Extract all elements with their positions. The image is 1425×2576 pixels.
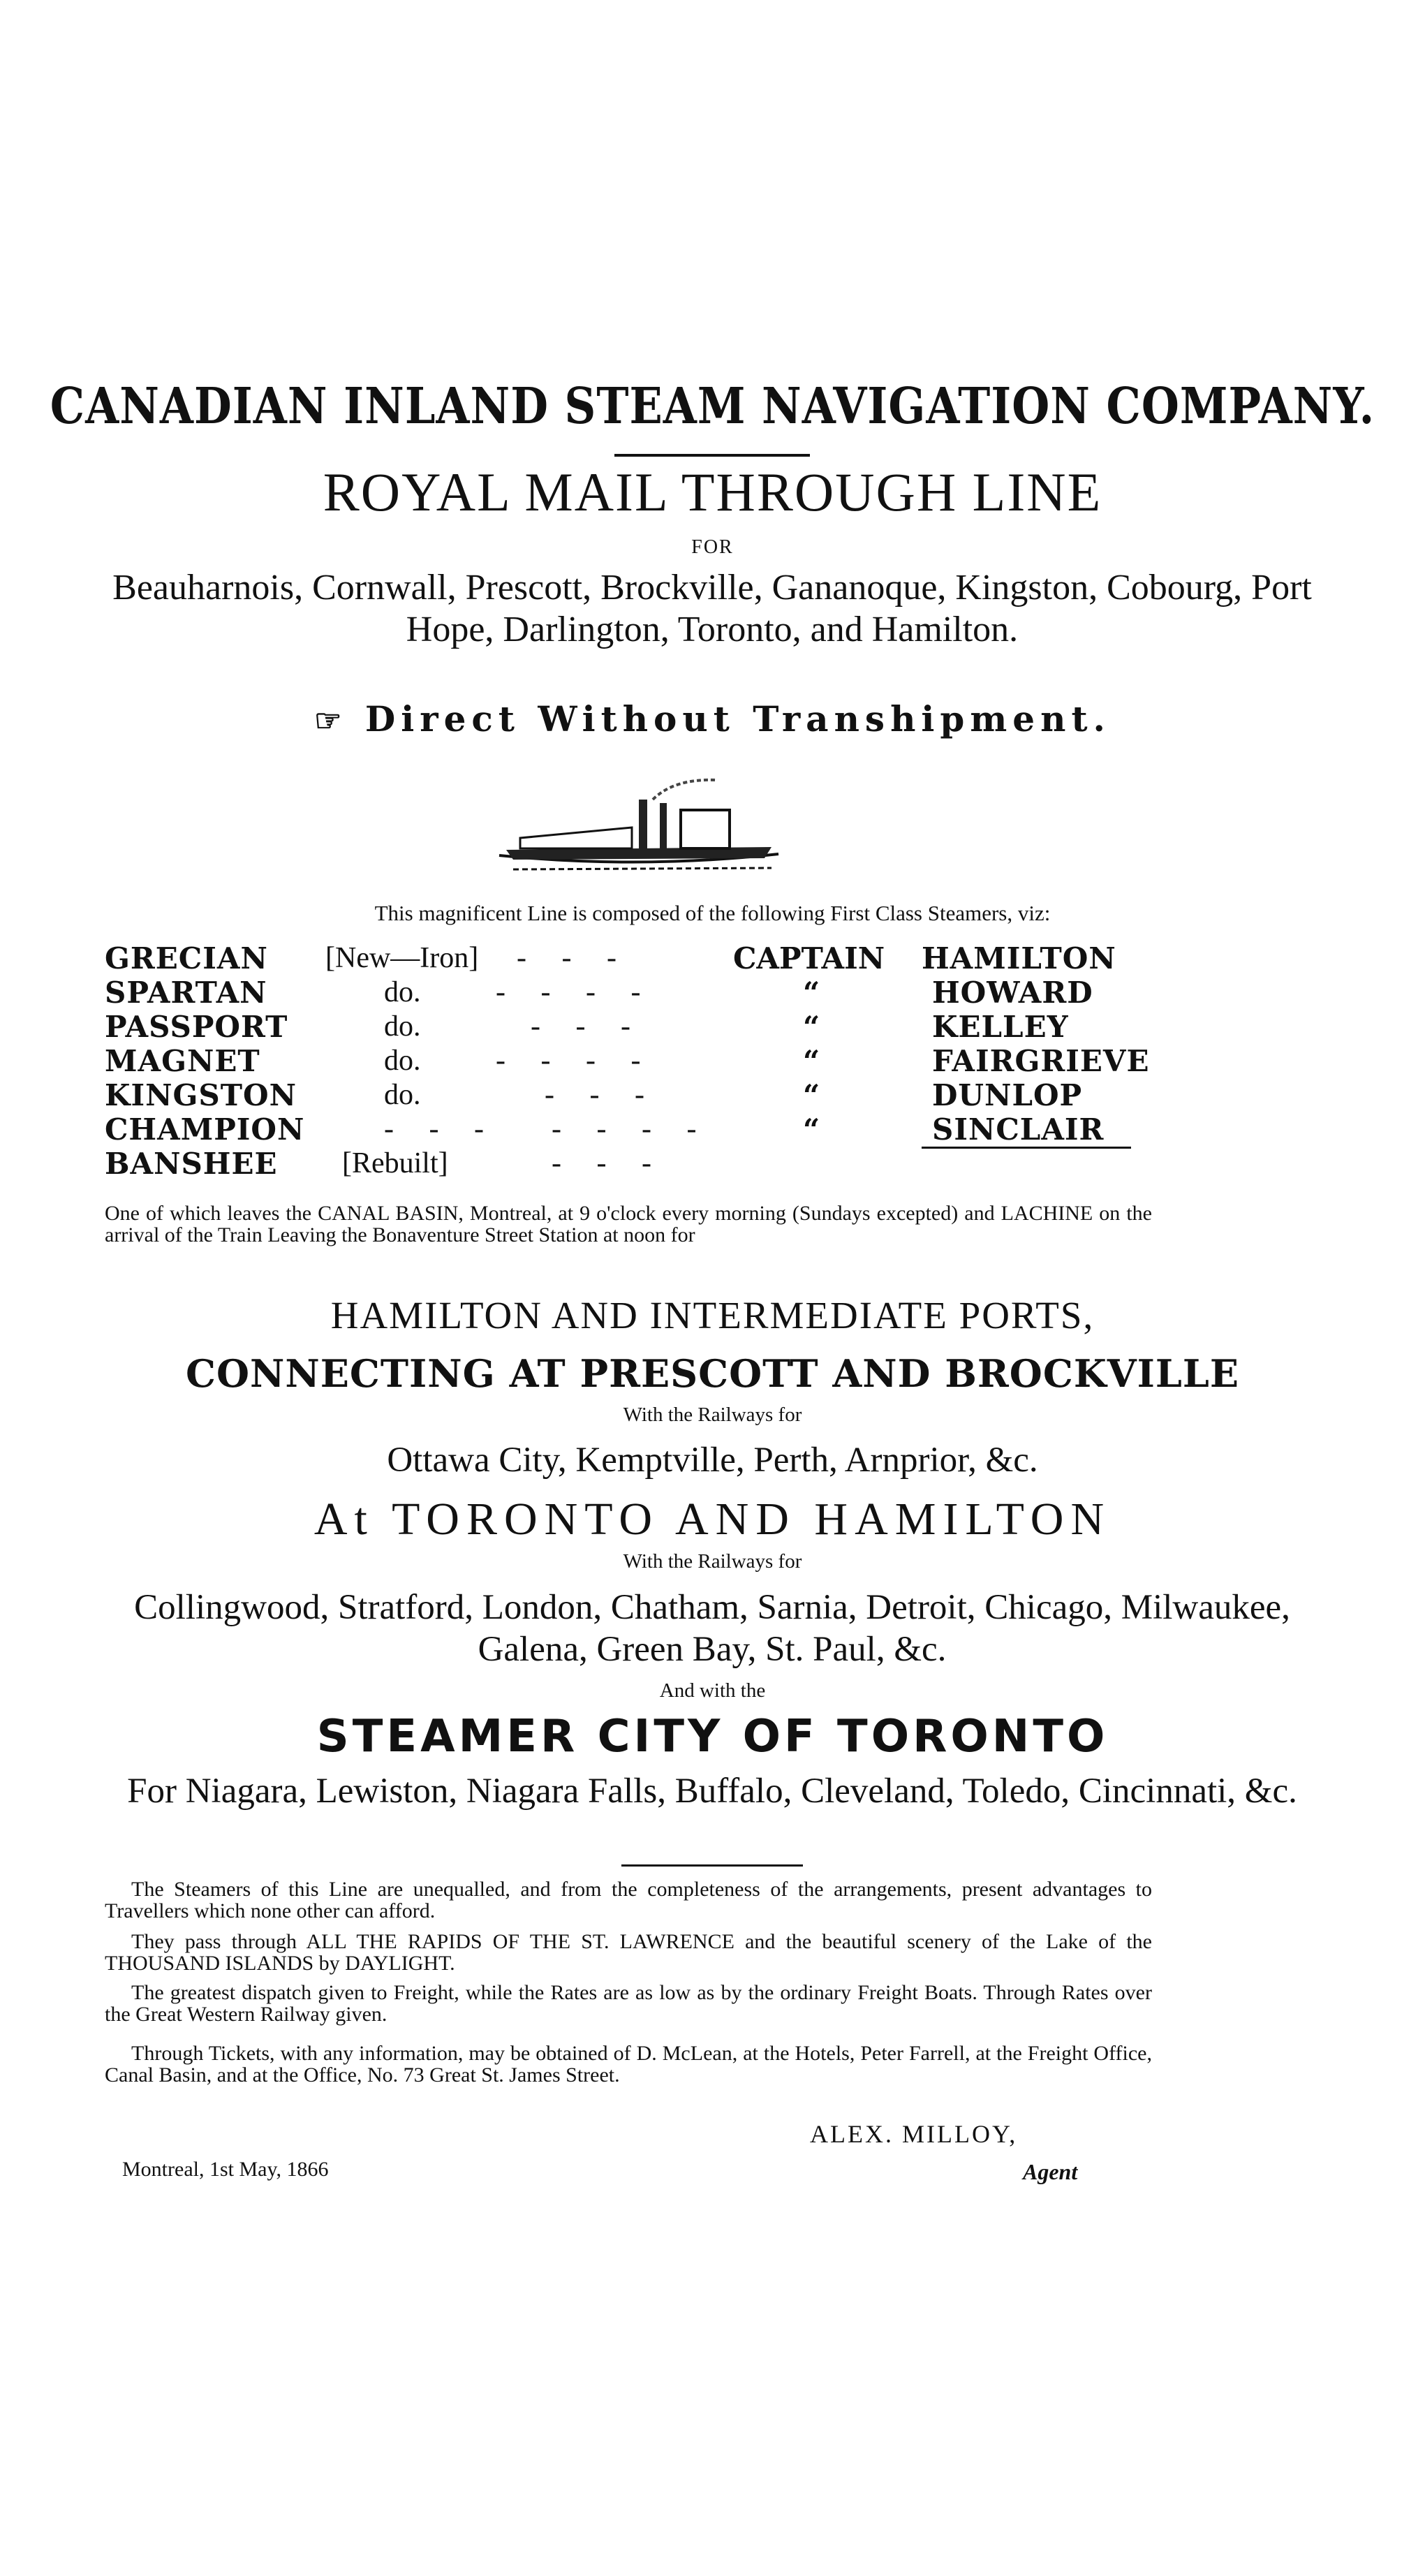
captain-name: FAIRGRIEVE [932,1044,1150,1078]
western-destinations: Collingwood, Stratford, London, Chatham, Sarnia, Detroit, Chicago, Milwaukee, Galena, Green Bay, St. Paul, &c. [134,1588,1290,1669]
ship-name: MAGNET [105,1044,260,1078]
fleet-row [105,941,1138,976]
fleet-list [105,941,1150,1181]
captain-name: SINCLAIR [932,1112,1105,1147]
fleet-intro: This magnificent Line is composed of the following First Class Steamers, viz: [374,901,1051,925]
leader-dashes: - - - [517,942,630,974]
ports-list: Beauharnois, Cornwall, Prescott, Brockville, Gananoque, Kingston, Cobourg, Port Hope, Darlington, Toronto, and Hamilton. [112,568,1312,649]
connecting-heading: CONNECTING AT PRESCOTT AND BROCKVILLE [185,1351,1240,1396]
note-paragraph: Through Tickets, with any information, may be obtained of D. McLean, at the Hotels, Peter Farrell, at the Freight Office, Canal Basin, and at the Office, No. 73 Great St. James Street. [105,2042,1152,2086]
captain-name: HOWARD [932,976,1093,1010]
divider-top [614,454,810,457]
fleet-row [105,1010,1138,1044]
for-label: FOR [691,536,734,558]
note-paragraph: The greatest dispatch given to Freight, while the Rates are as low as by the ordinary Freight Boats. Through Rates over the Great Western Railway given. [105,1981,1152,2026]
company-name: CANADIAN INLAND STEAM NAVIGATION COMPANY. [50,376,1375,436]
signature: ALEX. MILLOY, [810,2120,1018,2148]
steamer-city-heading: STEAMER CITY OF TORONTO [316,1711,1109,1762]
ship-name: PASSPORT [105,1010,288,1044]
ottawa-destinations: Ottawa City, Kemptville, Perth, Arnprior, &c. [387,1441,1038,1480]
fleet-row [105,1112,1138,1147]
direct-line [0,698,1425,739]
with-railways-label: With the Railways for [623,1404,802,1426]
captain-name: KELLEY [932,1010,1069,1044]
hamilton-ports-heading: HAMILTON AND INTERMEDIATE PORTS, [330,1294,1095,1337]
ship-name: BANSHEE [105,1147,278,1181]
leader-dashes: - - - - [496,1045,655,1077]
ship-note: do. [384,1045,421,1077]
leader-dashes: - - - [552,1147,665,1179]
ship-name: GRECIAN [105,941,268,976]
captain-name: DUNLOP [932,1078,1083,1112]
agent-title: Agent [1023,2159,1078,2184]
divider-bottom [621,1864,803,1867]
captain-label: “ [803,1112,820,1147]
captain-label: “ [803,1078,820,1112]
fleet-row [105,1078,1138,1112]
captain-label: “ [803,976,820,1010]
direct-text: Direct Without Transhipment. [364,698,1111,739]
departure-text: One of which leaves the CANAL BASIN, Montreal, at 9 o'clock every morning (Sundays excepted) and LACHINE on the arrival of the Train Leaving the Bonaventure Street Station at noon for [105,1202,1152,1246]
fleet-row [105,1044,1150,1078]
fleet-row [105,1147,1138,1181]
and-with-label: And with the [659,1679,766,1702]
captain-label: “ [803,1044,820,1078]
ship-note: [Rebuilt] [342,1147,448,1179]
ship-note: do. [384,1079,421,1111]
steamboat-illustration [492,772,785,883]
niagara-destinations: For Niagara, Lewiston, Niagara Falls, Buffalo, Cleveland, Toledo, Cincinnati, &c. [127,1772,1297,1811]
ship-note: [New—Iron] [325,942,479,974]
captain-label: CAPTAIN [733,941,885,976]
leader-dashes: - - - [531,1010,644,1043]
line-title: ROYAL MAIL THROUGH LINE [323,462,1102,522]
captain-label: “ [803,1010,820,1044]
with-railways-label: With the Railways for [623,1550,802,1573]
note-paragraph: The Steamers of this Line are unequalled, and from the completeness of the arrangements, present advantages to Travellers which none other can afford. [105,1878,1152,1922]
ship-note: - - - [384,1113,498,1145]
ship-name: SPARTAN [105,976,267,1010]
toronto-hamilton-heading: At TORONTO AND HAMILTON [313,1494,1112,1545]
leader-dashes: - - - [545,1079,658,1111]
ship-name: KINGSTON [105,1078,297,1112]
leader-dashes: - - - - [552,1113,711,1145]
dateline: Montreal, 1st May, 1866 [122,2158,329,2181]
ship-note: do. [384,976,421,1008]
ship-name: CHAMPION [105,1112,305,1147]
captain-name: HAMILTON [922,941,1116,976]
note-paragraph: They pass through ALL THE RAPIDS OF THE ST. LAWRENCE and the beautiful scenery of the Lake of the THOUSAND ISLANDS by DAYLIGHT. [105,1930,1152,1975]
leader-dashes: - - - - [496,976,655,1008]
pointing-hand-icon: ☞ [314,703,348,739]
captain-blank-line [922,1147,1131,1149]
fleet-row [105,976,1138,1010]
ship-note: do. [384,1010,421,1043]
